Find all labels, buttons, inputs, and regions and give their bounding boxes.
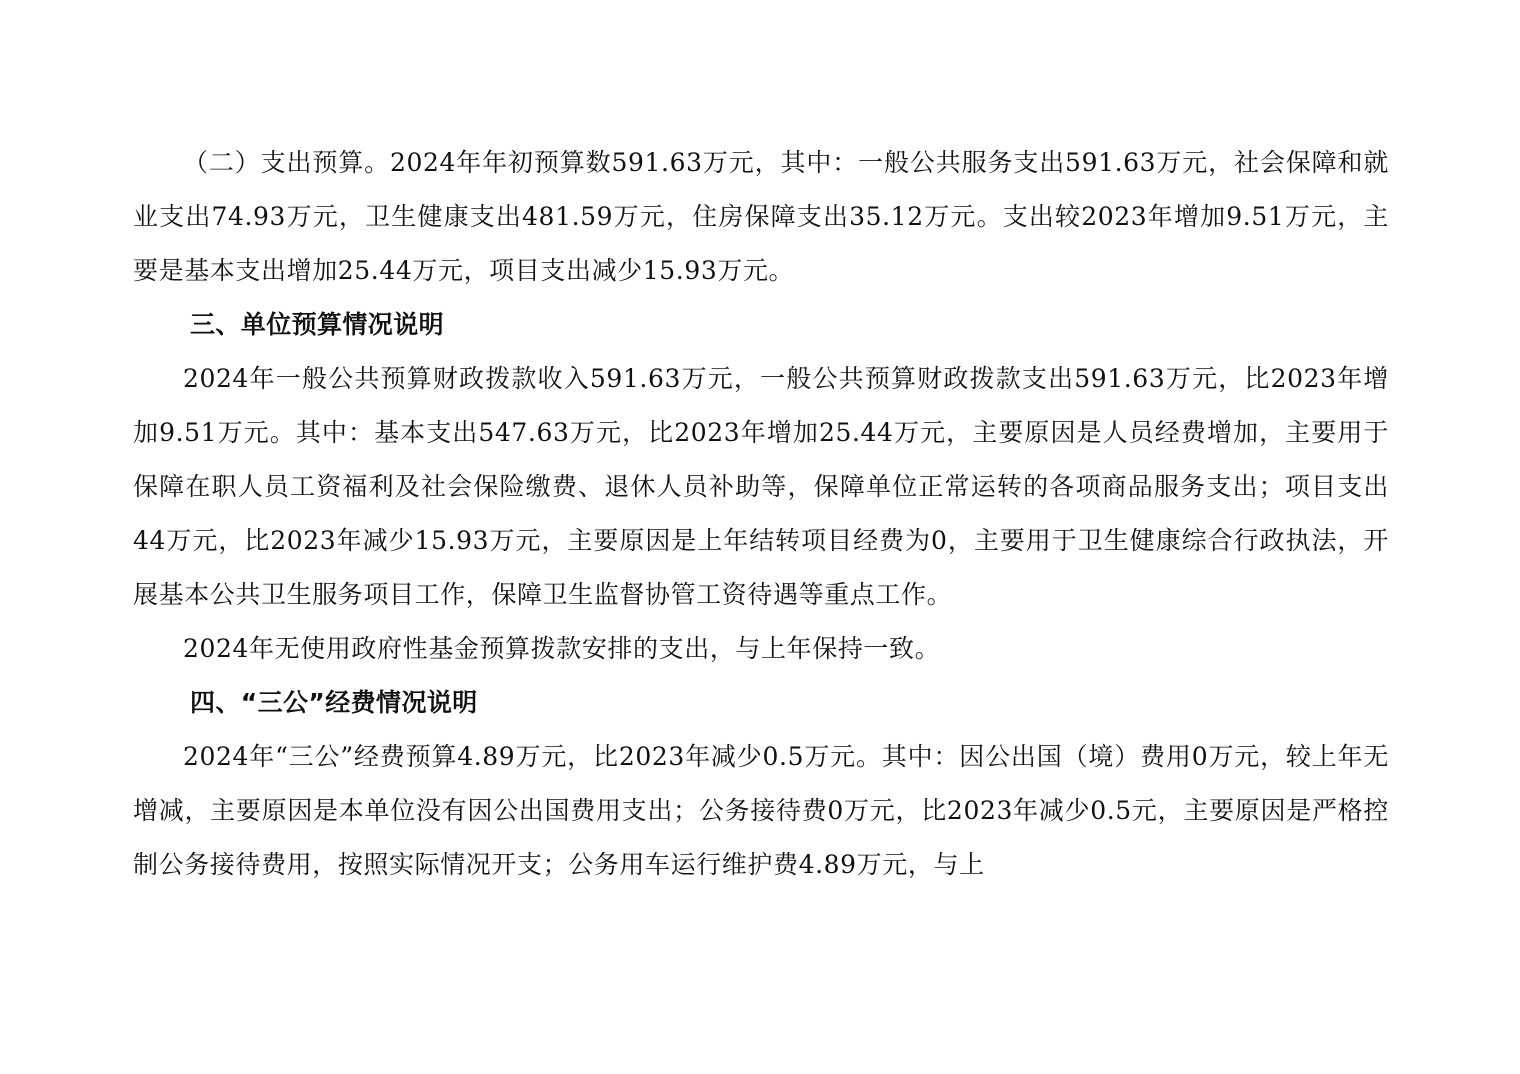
document-body	[133, 136, 1389, 892]
paragraph-three-public: 2024年“三公”经费预算4.89万元，比2023年减少0.5万元。其中：因公出国（境）费用0万元，较上年无增减，主要原因是本单位没有因公出国费用支出；公务接待费0万元，比2023年减少0.5元，主要原因是严格控制公务接待费用，按照实际情况开支；公务用车运行维护费4.89万元，与上	[133, 742, 1389, 879]
paragraph-unit-budget: 2024年一般公共预算财政拨款收入591.63万元，一般公共预算财政拨款支出591.63万元，比2023年增加9.51万元。其中：基本支出547.63万元，比2023年增加25.44万元，主要原因是人员经费增加，主要用于保障在职人员工资福利及社会保险缴费、退休人员补助等，保障单位正常运转的各项商品服务支出；项目支出44万元，比2023年减少15.93万元，主要原因是上年结转项目经费为0，主要用于卫生健康综合行政执法，开展基本公共卫生服务项目工作，保障卫生监督协管工资待遇等重点工作。	[133, 364, 1389, 609]
heading-three-public: 四、“三公”经费情况说明	[190, 688, 478, 717]
paragraph-expense-budget: （二）支出预算。2024年年初预算数591.63万元，其中：一般公共服务支出591.63万元，社会保障和就业支出74.93万元，卫生健康支出481.59万元，住房保障支出35.12万元。支出较2023年增加9.51万元，主要是基本支出增加25.44万元，项目支出减少15.93万元。	[133, 148, 1389, 285]
heading-unit-budget: 三、单位预算情况说明	[190, 310, 445, 339]
paragraph-gov-fund: 2024年无使用政府性基金预算拨款安排的支出，与上年保持一致。	[183, 634, 941, 663]
